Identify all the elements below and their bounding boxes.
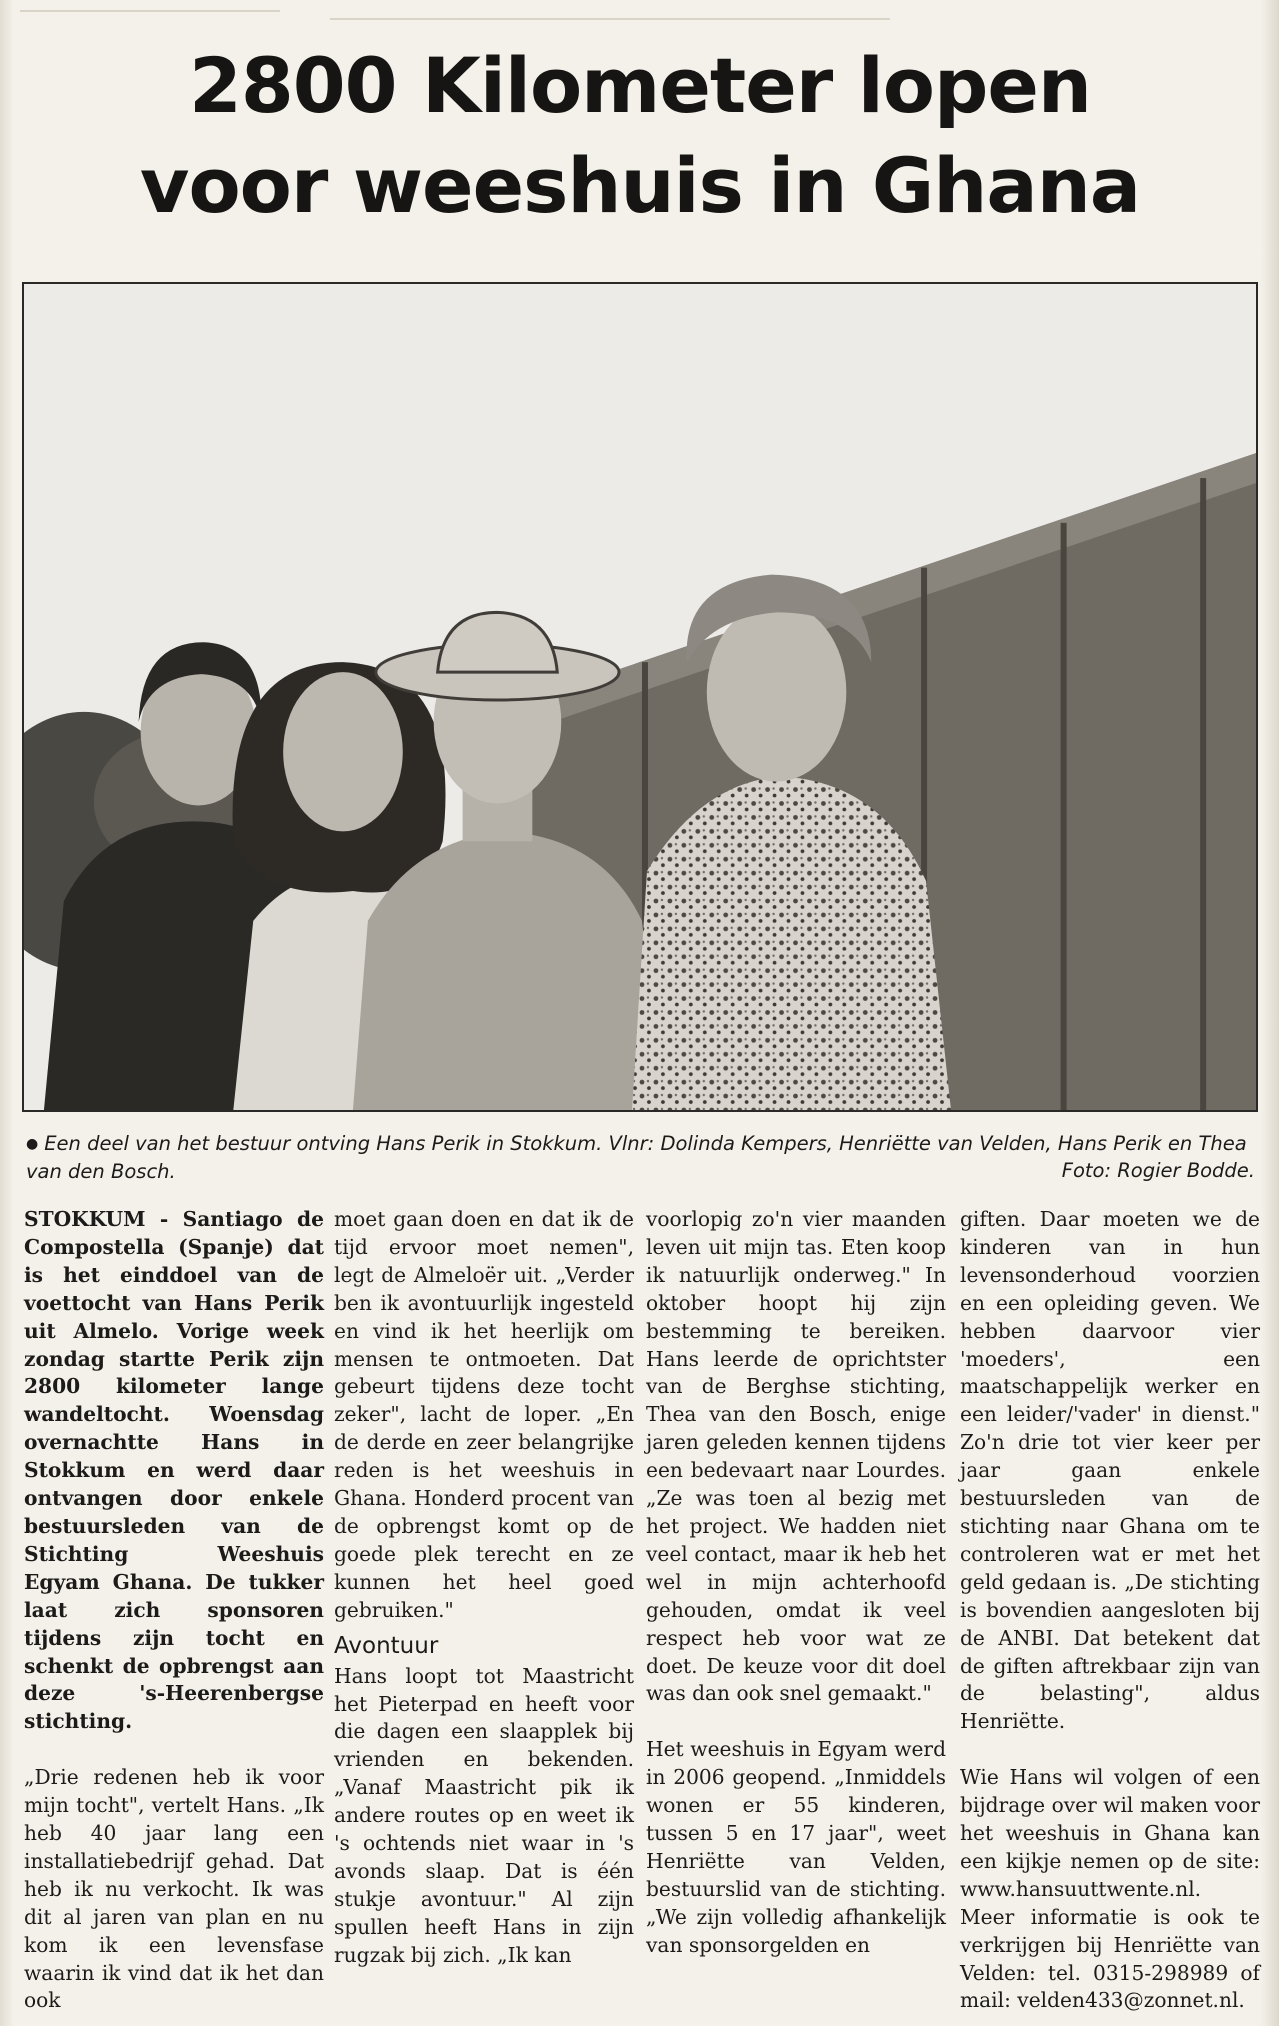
article-column-2	[334, 1206, 634, 1970]
article-column-1	[24, 1206, 324, 2015]
headline	[40, 36, 1240, 236]
article-column-3	[646, 1206, 946, 1960]
article-column-4	[960, 1206, 1260, 2015]
article-paragraph: giften. Daar moeten we de kinderen van in hun levensonderhoud voorzien en een opleiding geven. We hebben daarvoor vier 'moeders', een maatschappelijk werker en een leider/'vader' in dienst." Zo'n drie tot vier keer per jaar gaan enkele bestuursleden van de stichting naar Ghana om te controleren wat er met het geld gedaan is. „De stichting is bovendien aangesloten bij de ANBI. Dat betekent dat de giften aftrekbaar zijn van de belasting", aldus Henriëtte.	[960, 1207, 1260, 1734]
group-photo-illustration	[24, 284, 1256, 1110]
article-paragraph: Hans loopt tot Maastricht het Pieterpad en heeft voor die dagen een slaapplek bij vrienden en bekenden. „Vanaf Maastricht pik ik andere routes op en weet ik 's ochtends niet waar in 's avonds slaap. Dat is één stukje avontuur." Al zijn spullen heeft Hans in zijn rugzak bij zich. „Ik kan	[334, 1663, 634, 1967]
paper-fold-left	[0, 0, 14, 2026]
photo-credit: Foto: Rogier Bodde.	[1061, 1159, 1255, 1182]
article-paragraph: „Drie redenen heb ik voor mijn tocht", vertelt Hans. „Ik heb 40 jaar lang een installatiebedrijf gehad. Dat heb ik nu verkocht. Ik was dit al jaren van plan en nu kom ik een levensfase waarin ik vind dat ik het dan ook	[24, 1765, 324, 2013]
article-lead: STOKKUM - Santiago de Compostella (Spanje) dat is het einddoel van de voettocht van Hans Perik uit Almelo. Vorige week zondag startte Perik zijn 2800 kilometer lange wandeltocht. Woensdag overnachtte Hans in Stokkum en werd daar ontvangen door enkele bestuursleden van de Stichting Weeshuis Egyam Ghana. De tukker laat zich sponsoren tijdens zijn tocht en schenkt de opbrengst aan deze 's-Heerenbergse stichting.	[24, 1207, 324, 1734]
headline-line-1: 2800 Kilometer lopen	[188, 41, 1092, 130]
caption-bullet-icon: ●	[26, 1136, 39, 1152]
article-paragraph: Wie Hans wil volgen of een bijdrage over wil maken voor het weeshuis in Ghana kan een kijkje nemen op de site: www.hansuuttwente.nl. Meer informatie is ook te verkrijgen bij Henriëtte van Velden: tel. 0315-298989 of mail: velden433@zonnet.nl.	[960, 1765, 1260, 2013]
subheading: Avontuur	[334, 1632, 439, 1659]
group-photo	[22, 282, 1258, 1112]
bleed-through-line	[330, 18, 890, 20]
bleed-through-line	[20, 10, 280, 12]
headline-line-2: voor weeshuis in Ghana	[139, 141, 1141, 230]
article-paragraph: voorlopig zo'n vier maanden leven uit mijn tas. Eten koop ik natuurlijk onderweg." In oktober hoopt hij zijn bestemming te bereiken. Hans leerde de oprichtster van de Berghse stichting, Thea van den Bosch, enige jaren geleden kennen tijdens een bedevaart naar Lourdes. „Ze was toen al bezig met het project. We hadden niet veel contact, maar ik heb het wel in mijn achterhoofd gehouden, omdat ik veel respect heb voor wat ze doet. De keuze voor dit doel was dan ook snel gemaakt."	[646, 1207, 946, 1706]
paper-fold-right	[1261, 0, 1279, 2026]
caption-text: Een deel van het bestuur ontving Hans Perik in Stokkum. Vlnr: Dolinda Kempers, Henriëtte van Velden, Hans Perik en Thea van den Bosch.	[26, 1132, 1247, 1183]
article-paragraph: Het weeshuis in Egyam werd in 2006 geopend. „Inmiddels wonen er 55 kinderen, tussen 5 en 17 jaar", weet Henriëtte van Velden, bestuurslid van de stichting. „We zijn volledig afhankelijk van sponsorgelden en	[646, 1737, 946, 1957]
article-paragraph: moet gaan doen en dat ik de tijd ervoor moet nemen", legt de Almeloër uit. „Verder ben ik avontuurlijk ingesteld en vind ik het heerlijk om mensen te ontmoeten. Dat gebeurt tijdens deze tocht zeker", lacht de loper. „En de derde en zeer belangrijke reden is het weeshuis in Ghana. Honderd procent van de opbrengst komt op de goede plek terecht en ze kunnen het heel goed gebruiken."	[334, 1207, 634, 1622]
